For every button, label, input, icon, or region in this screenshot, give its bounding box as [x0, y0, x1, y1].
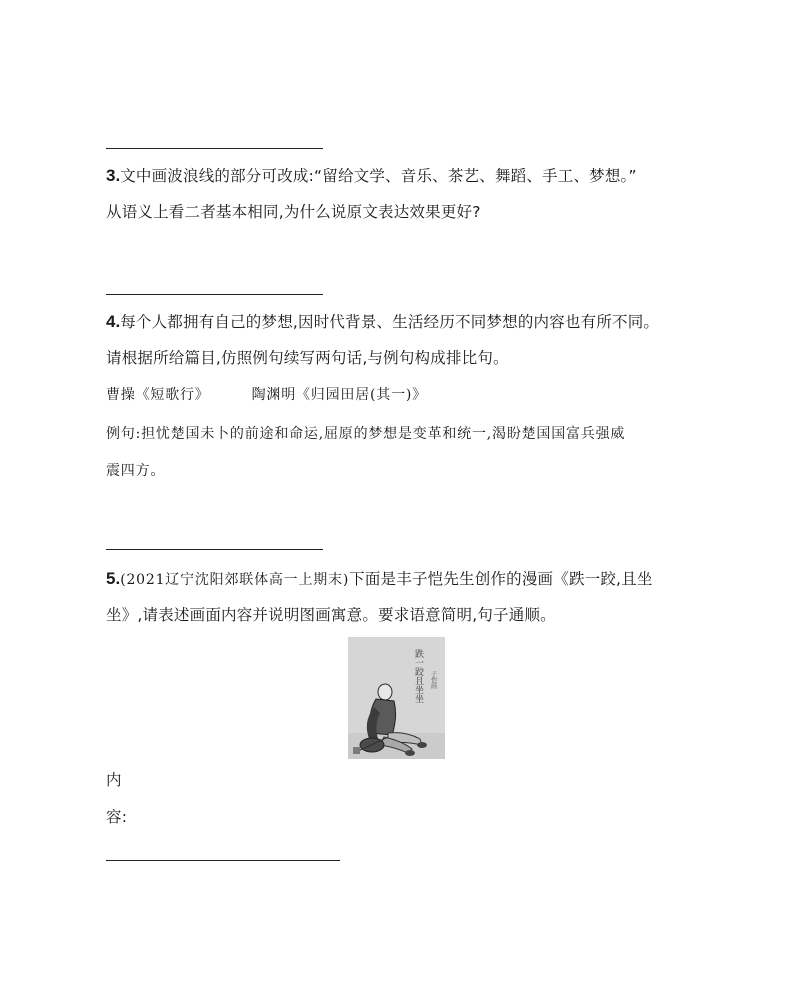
q5-line1	[106, 569, 653, 590]
answer-line-prev	[106, 148, 323, 149]
answer-line-q4	[106, 549, 323, 550]
answer-line-q5	[106, 860, 340, 861]
cartoon-inscription: 跌一跤且坐坐	[413, 649, 423, 703]
cartoon-seal	[353, 747, 360, 754]
q5-number: 5.	[106, 569, 121, 588]
q3-line1	[106, 166, 637, 186]
q3-number: 3.	[106, 166, 121, 185]
q4-number: 4.	[106, 312, 121, 331]
q3-line2: 从语义上看二者基本相同,为什么说原文表达效果更好?	[106, 203, 481, 221]
answer-line-q3	[106, 294, 323, 295]
cartoon-drawing	[348, 637, 445, 759]
q4-example-line1: 例句:担忧楚国未卜的前途和命运,屈原的梦想是变革和统一,渴盼楚国国富兵强威	[106, 426, 626, 442]
q4-titles	[106, 385, 427, 405]
q5-source: (2021辽宁沈阳郊联体高一上期末)	[120, 572, 350, 588]
cartoon-image	[348, 637, 445, 759]
q5-label-line2: 容:	[106, 808, 128, 826]
q5-label-line1: 内	[106, 771, 122, 789]
cartoon-signature: 子恺画	[429, 671, 437, 689]
q3-text-line1: 文中画波浪线的部分可改成:“留给文学、音乐、茶艺、舞蹈、手工、梦想。”	[120, 167, 637, 185]
q4-line1	[106, 312, 659, 332]
q4-title-2: 陶渊明《归园田居(其一)》	[251, 387, 427, 403]
q4-title-1: 曹操《短歌行》	[106, 387, 210, 403]
q4-example-line2: 震四方。	[106, 463, 166, 479]
q5-line2: 坐》,请表述画面内容并说明图画寓意。要求语意简明,句子通顺。	[106, 606, 556, 624]
q4-text-line1: 每个人都拥有自己的梦想,因时代背景、生活经历不同梦想的内容也有所不同。	[120, 313, 660, 331]
q4-line2: 请根据所给篇目,仿照例句续写两句话,与例句构成排比句。	[106, 349, 509, 367]
q5-text-line1: 下面是丰子恺先生创作的漫画《跌一跤,且坐	[349, 570, 653, 588]
